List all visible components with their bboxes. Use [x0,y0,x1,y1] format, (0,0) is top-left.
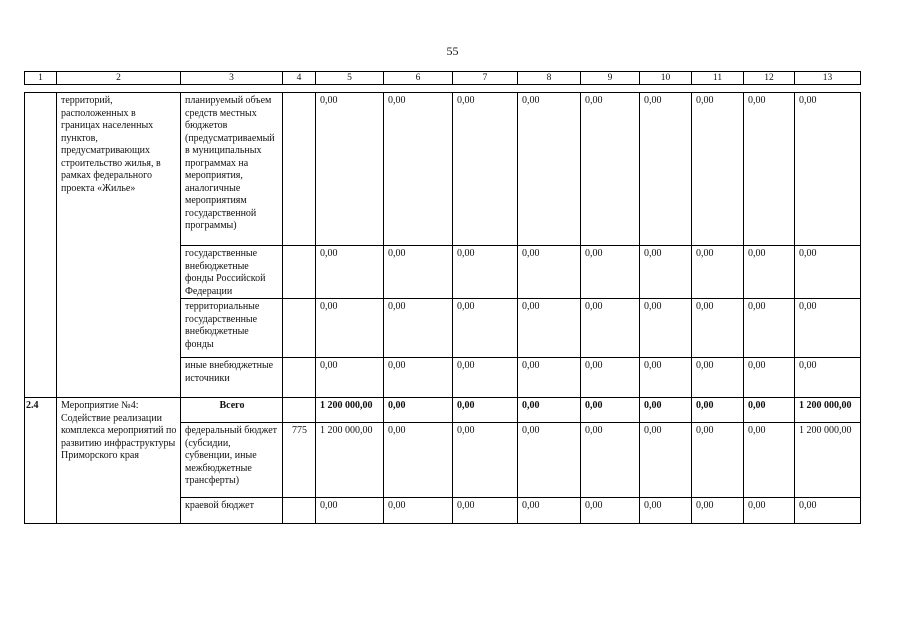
value-cell: 0,00 [581,246,640,299]
code-cell [283,246,316,299]
row-number: 2.4 [25,398,57,524]
value-cell: 0,00 [384,423,453,498]
value-cell: 0,00 [795,358,861,398]
code-cell: 775 [283,423,316,498]
funding-source: территориальные государственные внебюджетные фонды [181,299,283,358]
code-cell [283,398,316,423]
value-cell: 0,00 [453,93,518,246]
col-num: 1 [25,72,57,85]
value-cell: 0,00 [744,398,795,423]
value-cell: 0,00 [316,93,384,246]
value-cell: 0,00 [316,358,384,398]
value-cell: 0,00 [692,299,744,358]
value-cell: 0,00 [744,299,795,358]
col-num: 4 [283,72,316,85]
table-row [25,93,861,246]
value-cell: 0,00 [384,498,453,524]
value-cell: 0,00 [744,358,795,398]
value-cell: 0,00 [518,93,581,246]
value-cell: 0,00 [640,498,692,524]
value-cell: 0,00 [692,498,744,524]
value-cell: 0,00 [795,246,861,299]
value-cell: 0,00 [518,423,581,498]
col-num: 12 [744,72,795,85]
value-cell: 0,00 [581,498,640,524]
value-cell: 0,00 [640,358,692,398]
col-num: 9 [581,72,640,85]
funding-source: государственные внебюджетные фонды Российской Федерации [181,246,283,299]
col-num: 11 [692,72,744,85]
value-cell: 0,00 [640,93,692,246]
funding-source: федеральный бюджет (субсидии, субвенции, иные межбюджетные трансферты) [181,423,283,498]
col-num: 5 [316,72,384,85]
value-cell: 0,00 [581,299,640,358]
value-cell: 0,00 [795,93,861,246]
value-cell: 1 200 000,00 [795,398,861,423]
value-cell: 0,00 [453,358,518,398]
value-cell: 0,00 [453,423,518,498]
code-cell [283,358,316,398]
value-cell: 0,00 [640,398,692,423]
value-cell: 0,00 [316,299,384,358]
page-number: 55 [446,44,459,58]
value-cell: 0,00 [795,299,861,358]
col-num: 13 [795,72,861,85]
code-cell [283,299,316,358]
column-number-header [24,71,861,85]
measure-name: территорий, расположенных в границах населенных пунктов, предусматривающих строительство жилья, в рамках федерального проекта «Жилье» [57,93,181,398]
value-cell: 0,00 [453,398,518,423]
value-cell: 0,00 [692,93,744,246]
value-cell: 0,00 [518,246,581,299]
value-cell: 0,00 [518,398,581,423]
value-cell: 0,00 [692,423,744,498]
code-cell [283,93,316,246]
value-cell: 0,00 [453,299,518,358]
value-cell: 0,00 [581,398,640,423]
col-num: 2 [57,72,181,85]
value-cell: 0,00 [316,246,384,299]
col-num: 7 [453,72,518,85]
value-cell: 0,00 [581,93,640,246]
code-cell [283,498,316,524]
value-cell: 0,00 [384,246,453,299]
value-cell: 0,00 [453,498,518,524]
value-cell: 0,00 [795,498,861,524]
measure-name: Мероприятие №4: Содействие реализации комплекса мероприятий по развитию инфраструктуры Приморского края [57,398,181,524]
value-cell: 0,00 [581,358,640,398]
funding-source: планируемый объем средств местных бюджетов (предусматриваемый в муниципальных программах на мероприятия, аналогичные мероприятиям государственной программы) [181,93,283,246]
funding-source-total: Всего [181,398,283,423]
budget-table [24,92,861,524]
value-cell: 0,00 [744,498,795,524]
value-cell: 0,00 [581,423,640,498]
value-cell: 0,00 [640,423,692,498]
value-cell: 0,00 [384,299,453,358]
col-num: 6 [384,72,453,85]
value-cell: 1 200 000,00 [316,423,384,498]
value-cell: 0,00 [384,93,453,246]
value-cell: 0,00 [384,358,453,398]
funding-source: иные внебюджетные источники [181,358,283,398]
value-cell: 0,00 [453,246,518,299]
col-num: 3 [181,72,283,85]
value-cell: 0,00 [316,498,384,524]
value-cell: 1 200 000,00 [316,398,384,423]
value-cell: 1 200 000,00 [795,423,861,498]
value-cell: 0,00 [518,299,581,358]
value-cell: 0,00 [692,398,744,423]
value-cell: 0,00 [744,423,795,498]
value-cell: 0,00 [518,358,581,398]
value-cell: 0,00 [384,398,453,423]
value-cell: 0,00 [640,246,692,299]
value-cell: 0,00 [744,246,795,299]
col-num: 10 [640,72,692,85]
value-cell: 0,00 [692,358,744,398]
value-cell: 0,00 [744,93,795,246]
table-row [25,398,861,423]
value-cell: 0,00 [692,246,744,299]
value-cell: 0,00 [518,498,581,524]
col-num: 8 [518,72,581,85]
row-number [25,93,57,398]
value-cell: 0,00 [640,299,692,358]
funding-source: краевой бюджет [181,498,283,524]
